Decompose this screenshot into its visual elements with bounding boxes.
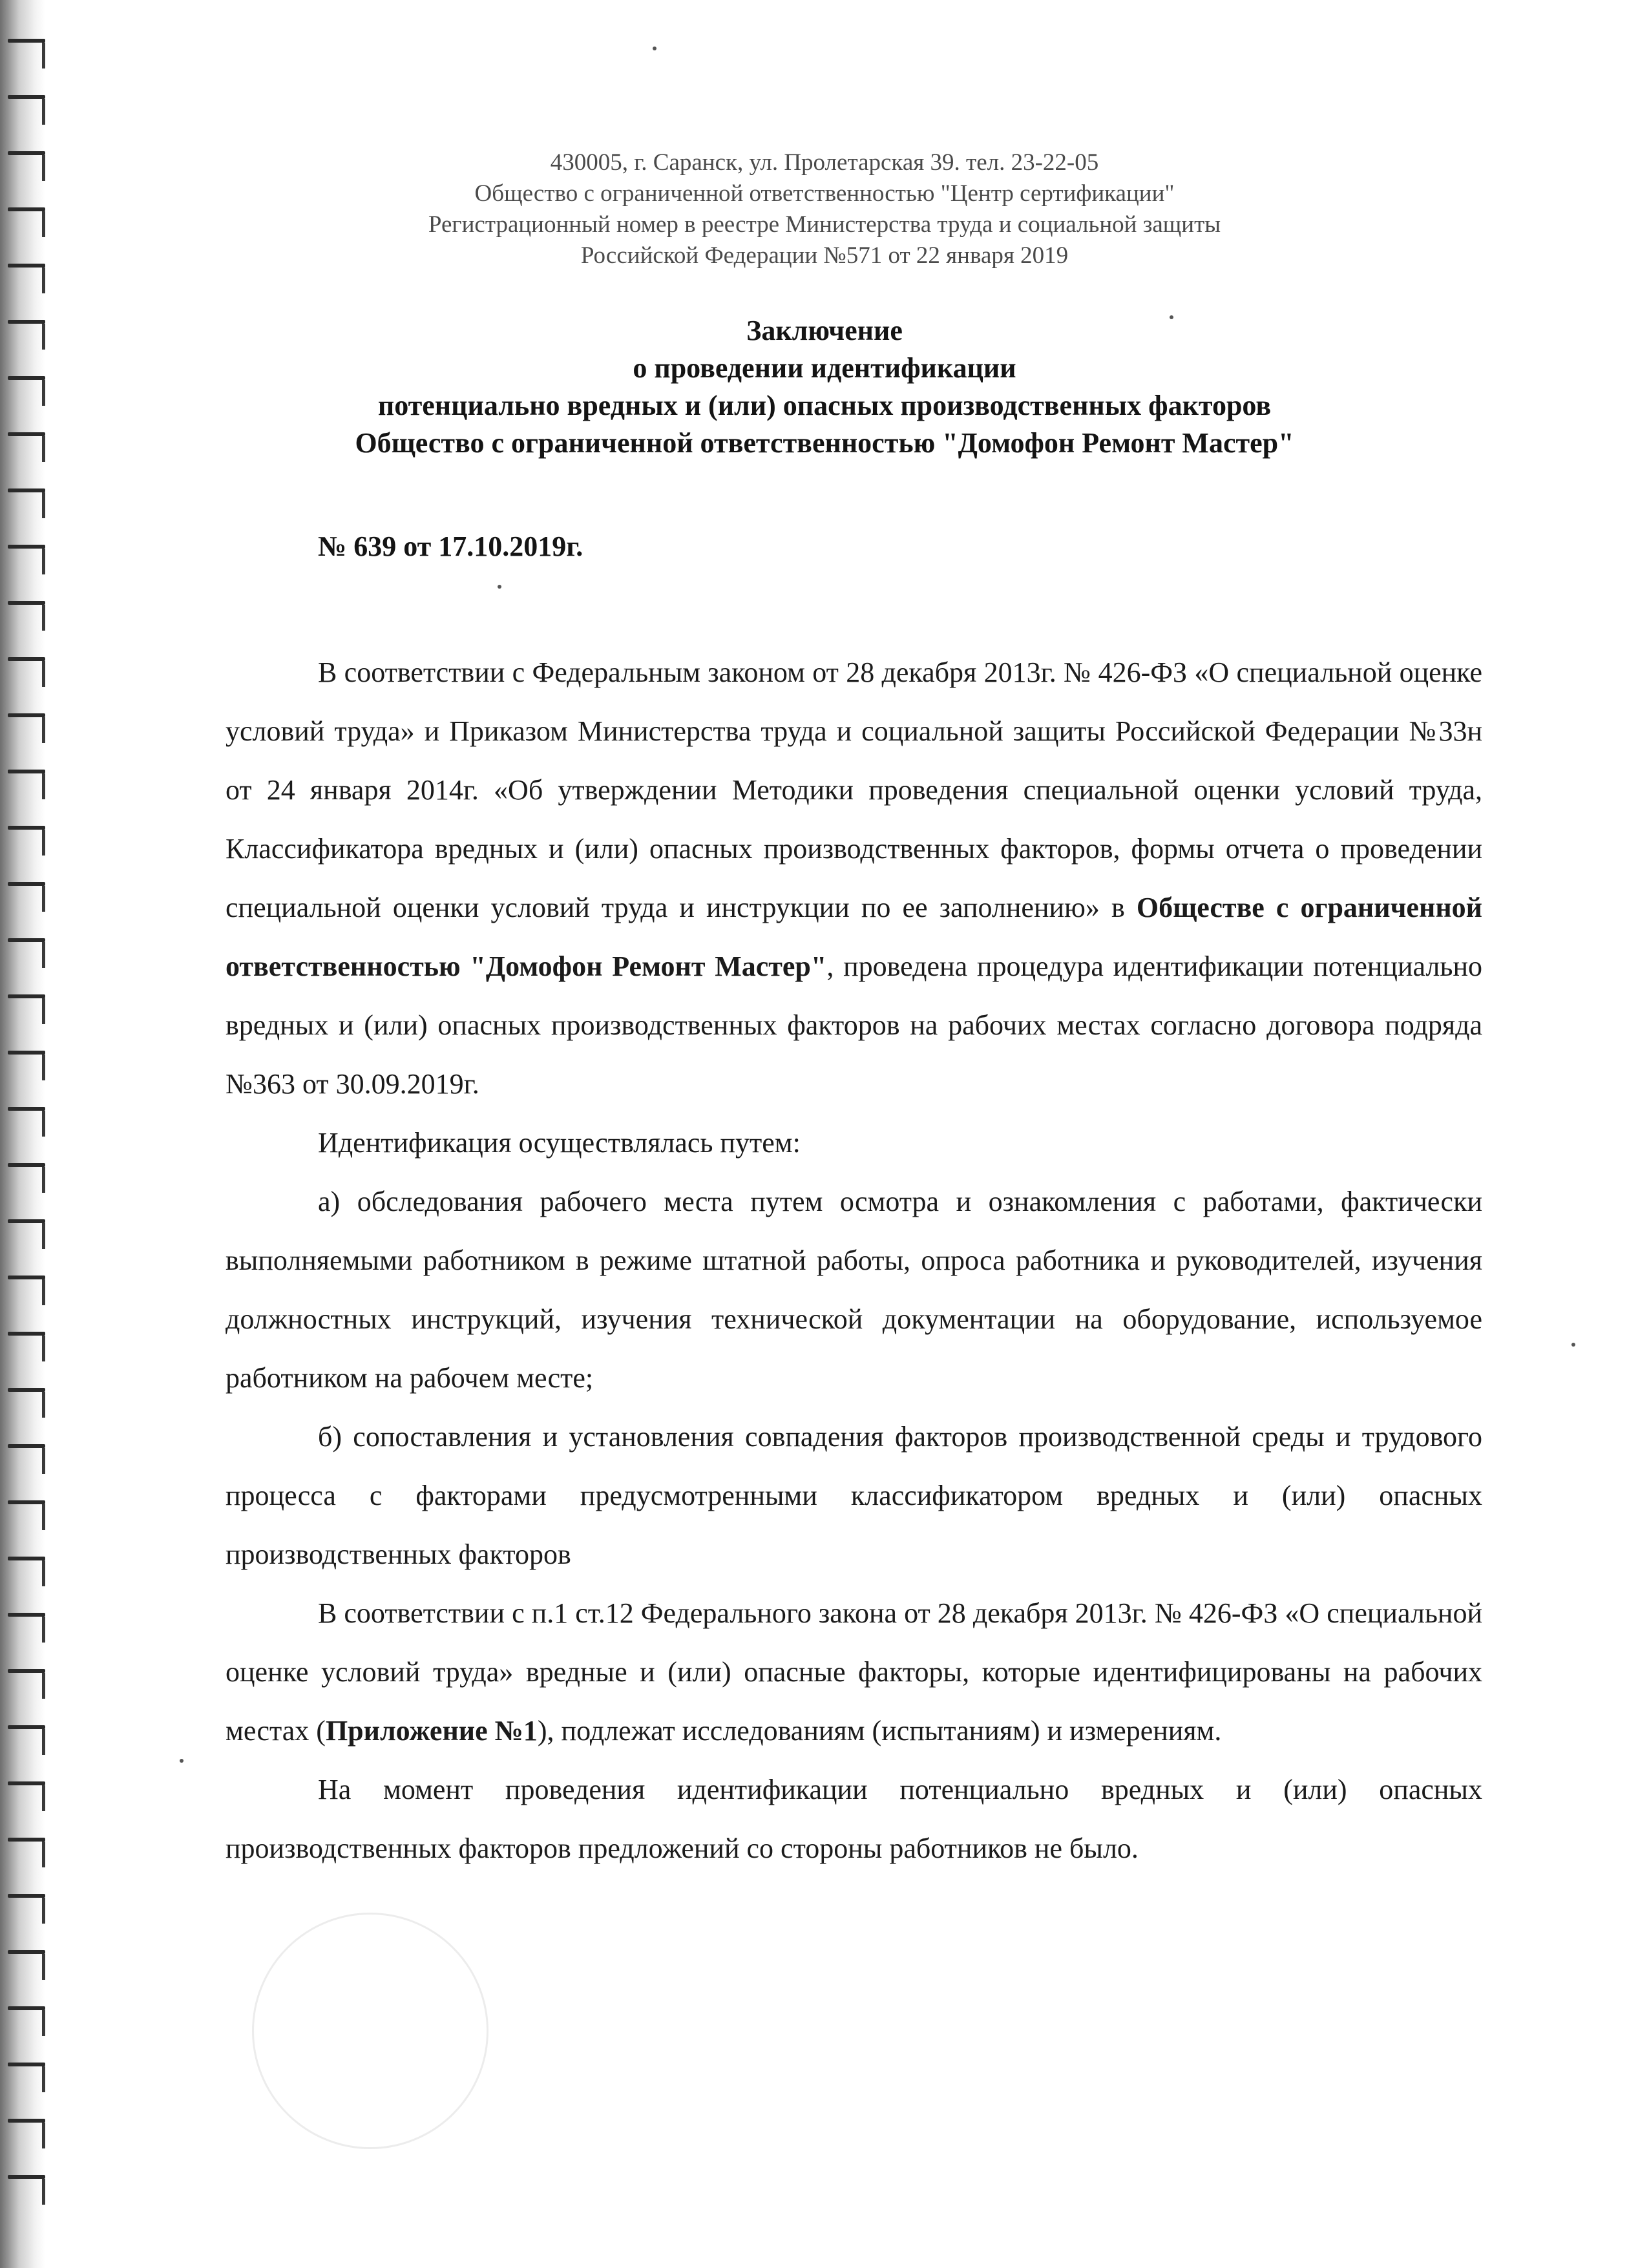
- binding-ring: [8, 1051, 45, 1055]
- paragraph-article-12-end: ), подлежат исследованиям (испытаниям) и измерениям.: [537, 1715, 1222, 1747]
- scan-speck: [180, 1759, 184, 1763]
- scan-speck: [1170, 315, 1173, 319]
- binding-ring: [8, 2063, 45, 2066]
- paragraph-employee-proposals: На момент проведения идентификации потенциально вредных и (или) опасных производственных факторов предложений со стороны работников не было.: [226, 1774, 1482, 1864]
- scan-speck: [653, 47, 656, 50]
- header-registration: Регистрационный номер в реестре Министерства труда и социальной защиты: [428, 211, 1221, 238]
- header-registration-date: Российской Федерации №571 от 22 января 2019: [580, 242, 1069, 269]
- binding-ring: [8, 1163, 45, 1167]
- binding-ring: [8, 1444, 45, 1448]
- binding-ring: [8, 39, 45, 43]
- paragraph-item-b: б) сопоставления и установления совпадения факторов производственной среды и трудового процесса с факторами предусмотренными классификатором вредных и (или) опасных производственных факторов: [226, 1421, 1482, 1570]
- header-organization-name: Общество с ограниченной ответственностью "Центр сертификации": [474, 180, 1175, 207]
- binding-ring: [8, 1894, 45, 1898]
- title-line-1: Заключение: [746, 315, 903, 346]
- binding-ring: [8, 2006, 45, 2010]
- paragraph-article-12-start: В соответствии с п.1 ст.12 Федерального закона от 28 декабря 2013г. № 426-ФЗ «О специальной оценке условий труда» вредные и (или) опасные факторы, которые идентифицированы на рабочих местах (: [226, 1597, 1482, 1747]
- binding-ring: [8, 1276, 45, 1279]
- binding-ring: [8, 1669, 45, 1673]
- paragraph-item-a: а) обследования рабочего места путем осмотра и ознакомления с работами, фактически выполняемыми работником в режиме штатной работы, опроса работника и руководителей, изучения должностных инструкций, изучения технической документации на оборудование, используемое работником на рабочем месте;: [226, 1186, 1482, 1394]
- binding-ring: [8, 657, 45, 661]
- binding-ring: [8, 488, 45, 492]
- binding-ring: [8, 1838, 45, 1842]
- binding-ring: [8, 938, 45, 942]
- scan-speck: [498, 585, 501, 589]
- document-title: [0, 312, 1649, 462]
- title-line-3: потенциально вредных и (или) опасных производственных факторов: [377, 390, 1272, 421]
- paragraph-article-12: [226, 1584, 1482, 1760]
- binding-ring: [8, 2119, 45, 2123]
- binding-ring: [8, 2175, 45, 2179]
- binding-ring: [8, 826, 45, 830]
- scan-speck: [1571, 1343, 1575, 1347]
- binding-ring: [8, 1781, 45, 1785]
- binding-ring: [8, 1557, 45, 1560]
- header-address: 430005, г. Саранск, ул. Пролетарская 39. тел. 23-22-05: [550, 149, 1099, 176]
- binding-ring: [8, 1332, 45, 1336]
- binding-ring: [8, 713, 45, 717]
- binding-ring: [8, 1613, 45, 1617]
- paragraph-legal-basis-start: В соответствии с Федеральным законом от 28 декабря 2013г. № 426-ФЗ «О специальной оценке условий труда» и Приказом Министерства труда и социальной защиты Российской Федерации №33н от 24 января 2014г. «Об утверждении Методики проведения специальной оценки условий труда, Классификатора вредных и (или) опасных производственных факторов, формы отчета о проведении специальной оценки условий труда и инструкции по ее заполнению» в: [226, 656, 1482, 923]
- binding-ring: [8, 1219, 45, 1223]
- faint-stamp: [252, 1913, 488, 2149]
- binding-ring: [8, 1500, 45, 1504]
- title-line-2: о проведении идентификации: [633, 352, 1016, 384]
- appendix-reference: Приложение №1: [325, 1715, 538, 1747]
- organization-header: [0, 147, 1649, 271]
- paragraph-legal-basis-end: , проведена процедура идентификации потенциально вредных и (или) опасных производственных факторов на рабочих местах согласно договора подряда №363 от 30.09.2019г.: [226, 950, 1482, 1100]
- binding-ring: [8, 1725, 45, 1729]
- binding-ring: [8, 545, 45, 549]
- binding-ring: [8, 1388, 45, 1392]
- binding-ring: [8, 1107, 45, 1111]
- paragraph-legal-basis: [226, 643, 1482, 1113]
- document-number: № 639 от 17.10.2019г.: [318, 530, 583, 562]
- paragraph-identification-method: Идентификация осуществлялась путем:: [318, 1127, 801, 1159]
- binding-ring: [8, 994, 45, 998]
- binding-ring: [8, 601, 45, 605]
- title-line-4: Общество с ограниченной ответственностью "Домофон Ремонт Мастер": [355, 427, 1294, 459]
- binding-ring: [8, 882, 45, 886]
- binding-ring: [8, 95, 45, 99]
- binding-ring: [8, 770, 45, 773]
- document-body: [226, 643, 1482, 1878]
- client-organization-name: Обществе с ограниченной ответственностью "Домофон Ремонт Мастер": [226, 892, 1483, 982]
- binding-ring: [8, 1950, 45, 1954]
